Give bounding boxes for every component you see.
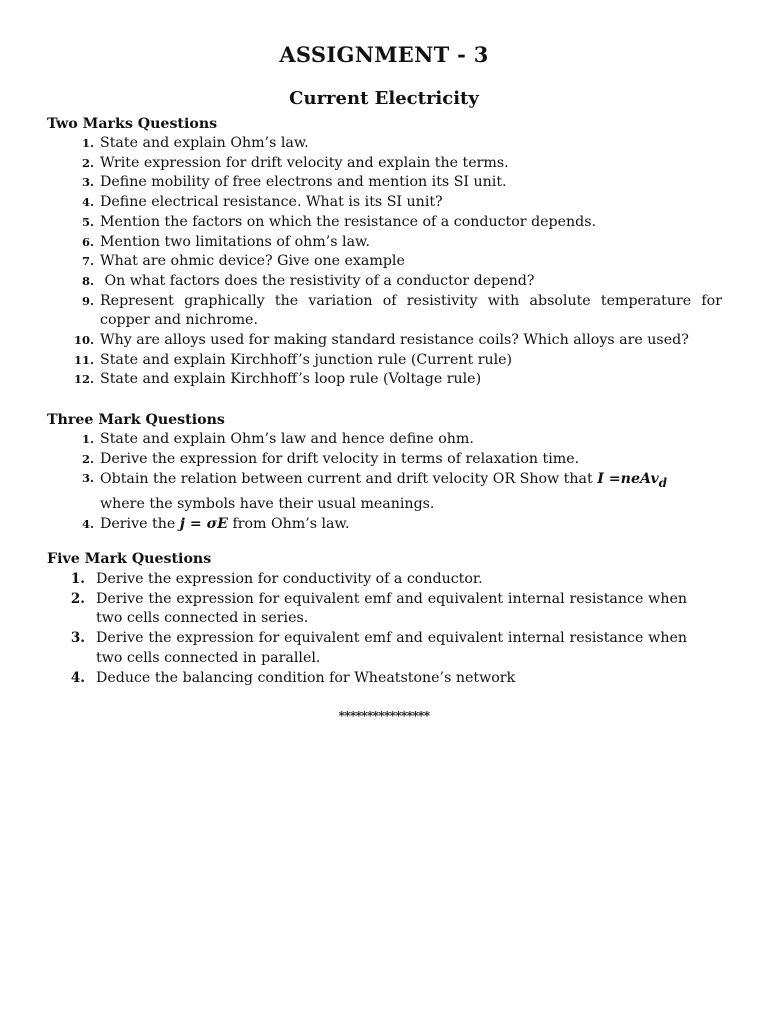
question-item: [0, 590, 768, 629]
question-item: [0, 173, 768, 193]
question-item: [0, 629, 768, 668]
question-number: 3.: [70, 630, 85, 647]
question-text: Mention the factors on which the resistance of a conductor depends.: [100, 213, 597, 230]
question-item: [0, 469, 768, 515]
question-number: 4.: [70, 669, 85, 686]
question-number: 11.: [73, 352, 94, 367]
section-heading-three-marks: Three Mark Questions: [47, 412, 225, 428]
question-number: 2.: [81, 451, 94, 466]
question-text: State and explain Kirchhoff’s loop rule (Voltage rule): [100, 371, 482, 388]
section-heading-five-marks: Five Mark Questions: [47, 551, 212, 567]
question-number: 4.: [81, 517, 94, 532]
question-item: [0, 351, 768, 371]
question-text: Derive the expression for equivalent emf and equivalent internal resistance when two cells connected in series.: [96, 590, 687, 627]
question-text: Define electrical resistance. What is its SI unit?: [100, 194, 443, 211]
drift-current-formula: I =neAv$_d$: [597, 471, 667, 491]
question-number: 2.: [81, 155, 94, 170]
question-number: 4.: [81, 195, 94, 210]
question-item: [0, 669, 768, 689]
question-text-after: from Ohm’s law.: [227, 516, 350, 533]
question-number: 5.: [81, 214, 94, 229]
question-item: [0, 331, 768, 351]
question-number: 7.: [81, 254, 94, 269]
question-number: 6.: [81, 234, 94, 249]
current-density-formula: j = σE: [179, 516, 228, 533]
question-item: [0, 252, 768, 272]
question-text: Derive the expression for equivalent emf and equivalent internal resistance when two cells connected in parallel.: [96, 630, 687, 666]
question-item: [0, 233, 768, 253]
question-text-after: where the symbols have their usual meanings.: [100, 496, 435, 513]
question-item: [0, 515, 768, 535]
question-number: 2.: [70, 590, 85, 607]
question-item: [0, 154, 768, 174]
question-text: State and explain Kirchhoff’s junction rule (Current rule): [100, 351, 513, 368]
page-subtitle: Current Electricity: [289, 88, 479, 109]
question-item: [0, 570, 768, 590]
question-text: Write expression for drift velocity and explain the terms.: [100, 154, 509, 171]
question-item: [0, 370, 768, 390]
question-item: [0, 450, 768, 470]
question-number: 1.: [81, 136, 94, 150]
question-text: Why are alloys used for making standard resistance coils? Which alloys are used?: [100, 332, 689, 349]
question-text: [100, 469, 700, 515]
question-text-before: Derive the: [100, 516, 180, 533]
question-text: Derive the expression for drift velocity in terms of relaxation time.: [100, 450, 580, 467]
question-list-three-marks: [0, 430, 768, 535]
question-text: Define mobility of free electrons and mention its SI unit.: [100, 174, 507, 191]
question-number: 9.: [81, 293, 94, 308]
section-heading-two-marks: Two Marks Questions: [47, 116, 218, 132]
question-text-before: Obtain the relation between current and drift velocity OR Show that: [100, 471, 598, 488]
question-list-five-marks: [0, 570, 768, 688]
question-text: State and explain Ohm’s law and hence define ohm.: [100, 431, 474, 447]
question-item: [0, 272, 768, 292]
question-item: [0, 213, 768, 233]
question-text: Deduce the balancing condition for Wheatstone’s network: [96, 669, 516, 686]
question-number: 3.: [81, 471, 94, 486]
question-item: [0, 193, 768, 213]
question-text: Mention two limitations of ohm’s law.: [100, 233, 371, 250]
question-text: Derive the expression for conductivity of a conductor.: [96, 571, 483, 587]
question-text: Represent graphically the variation of resistivity with absolute temperature for copper and nichrome.: [100, 292, 722, 329]
question-number: 1.: [81, 432, 94, 446]
question-number: 3.: [81, 175, 94, 190]
question-text: [100, 515, 700, 535]
question-text: State and explain Ohm’s law.: [100, 135, 309, 151]
question-number: 10.: [73, 333, 94, 348]
footer-separator: ****************: [338, 709, 430, 723]
question-item: [0, 134, 768, 154]
question-item: [0, 292, 768, 331]
page-title: ASSIGNMENT - 3: [279, 42, 489, 67]
question-list-two-marks: [0, 134, 768, 390]
question-text: On what factors does the resistivity of a conductor depend?: [100, 272, 535, 289]
question-number: 12.: [73, 372, 94, 387]
question-number: 8.: [81, 273, 94, 288]
question-item: [0, 430, 768, 450]
question-text: What are ohmic device? Give one example: [100, 253, 405, 270]
question-number: 1.: [70, 571, 85, 587]
